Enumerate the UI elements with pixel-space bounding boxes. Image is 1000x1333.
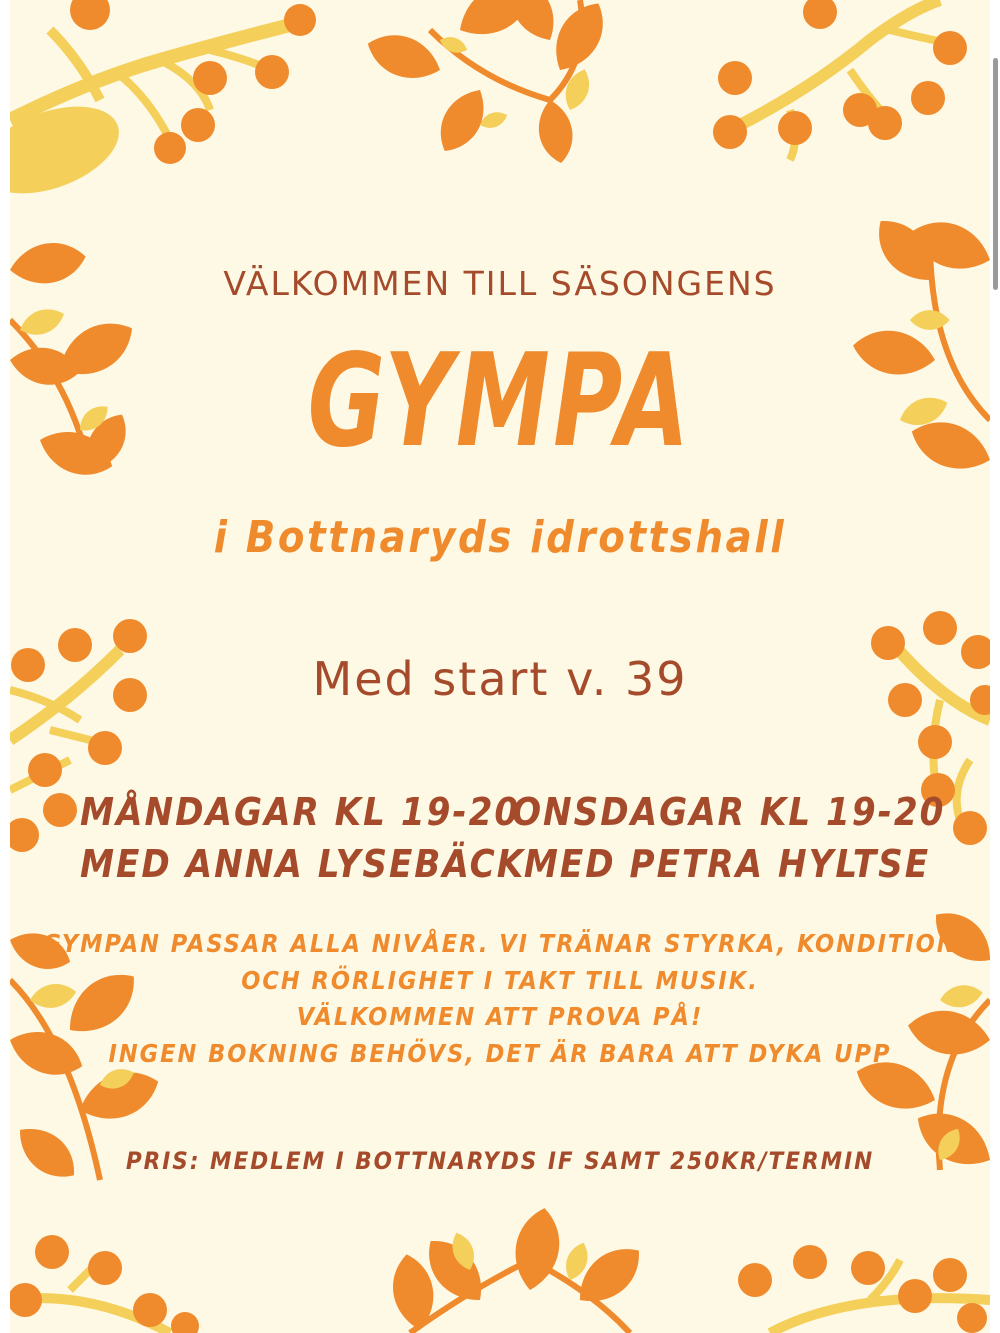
- schedule-monday: [80, 786, 526, 890]
- description: [10, 926, 990, 1072]
- schedule-day: ONSDAGAR KL 19-20: [512, 790, 946, 834]
- location-subtitle: i Bottnaryds idrottshall: [213, 512, 787, 563]
- schedule-wednesday: [512, 786, 946, 890]
- poster-title: GYMPA: [307, 327, 693, 476]
- berry-branch-icon: [10, 1235, 199, 1333]
- description-line: VÄLKOMMEN ATT PROVA PÅ!: [296, 1002, 704, 1031]
- gympa-poster: [10, 0, 990, 1333]
- schedule-leader: MED ANNA LYSEBÄCK: [80, 842, 526, 886]
- berry-branch-icon: [10, 0, 316, 210]
- schedule-day: MÅNDAGAR KL 19-20: [80, 790, 521, 834]
- berry-branch-icon: [713, 0, 967, 160]
- description-line: OCH RÖRLIGHET I TAKT TILL MUSIK.: [241, 965, 759, 995]
- welcome-heading: VÄLKOMMEN TILL SÄSONGENS: [223, 264, 777, 303]
- start-week: Med start v. 39: [312, 652, 688, 706]
- leaf-branch-icon: [361, 0, 615, 166]
- schedule-leader: MED PETRA HYLTSE: [523, 842, 931, 886]
- berry-branch-icon: [738, 1245, 990, 1333]
- description-line: INGEN BOKNING BEHÖVS, DET ÄR BARA ATT DYKA UPP: [108, 1038, 892, 1068]
- description-line: GYMPAN PASSAR ALLA NIVÅER. VI TRÄNAR STYRKA, KONDITION: [42, 929, 958, 958]
- scrollbar[interactable]: [993, 58, 998, 290]
- price-info: PRIS: MEDLEM I BOTTNARYDS IF SAMT 250KR/TERMIN: [125, 1147, 875, 1175]
- leaf-branch-icon: [387, 1204, 651, 1333]
